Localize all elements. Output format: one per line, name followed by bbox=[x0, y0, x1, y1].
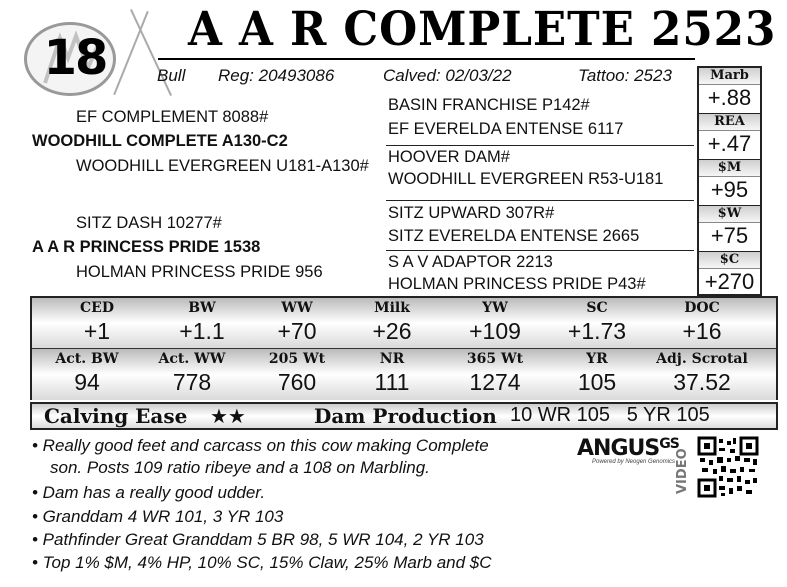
calved-date: Calved: 02/03/22 bbox=[383, 66, 512, 85]
animal-name: A A R COMPLETE 2523 bbox=[188, 2, 777, 57]
qr-code-icon[interactable] bbox=[697, 436, 759, 498]
epd-rea bbox=[699, 114, 760, 160]
epd-label: DOC bbox=[684, 300, 720, 316]
side-epd-column bbox=[697, 66, 762, 296]
note-line: • Really good feet and carcass on this cow making Complete bbox=[32, 436, 489, 455]
epd-label: WW bbox=[281, 300, 313, 316]
pedigree-great-grandparent: HOLMAN PRINCESS PRIDE P43# bbox=[388, 275, 646, 293]
epd-label: BW bbox=[188, 300, 216, 316]
epd-value: +75 bbox=[710, 223, 749, 248]
angus-gs-suffix: GS bbox=[659, 436, 679, 452]
pedigree-dam: A A R PRINCESS PRIDE 1538 bbox=[32, 238, 261, 256]
pedigree-sire: WOODHILL COMPLETE A130-C2 bbox=[32, 132, 288, 150]
registration-number: Reg: 20493086 bbox=[218, 66, 335, 85]
epd-milk bbox=[342, 298, 442, 344]
tattoo: Tattoo: 2523 bbox=[578, 66, 672, 85]
actual-bw bbox=[37, 349, 137, 395]
actual-value: 760 bbox=[277, 369, 317, 395]
video-label bbox=[672, 440, 692, 496]
angus-gs-logo bbox=[577, 436, 679, 461]
actual-365-wt bbox=[440, 349, 550, 395]
pedigree-divider bbox=[386, 250, 694, 251]
epd-row bbox=[32, 298, 776, 349]
video-text: VIDEO bbox=[675, 448, 690, 494]
epd-label: Marb bbox=[699, 68, 760, 85]
actual-label: Adj. Scrotal bbox=[656, 351, 748, 367]
calving-ease-label: Calving Ease bbox=[44, 404, 188, 428]
epd-marb bbox=[699, 68, 760, 114]
actual-value: 111 bbox=[374, 369, 410, 395]
epd-dollar-m bbox=[699, 160, 760, 206]
dam-production-label: Dam Production bbox=[314, 404, 497, 428]
epd-label: YW bbox=[482, 300, 508, 316]
actual-value: 1274 bbox=[469, 369, 521, 395]
epd-doc bbox=[647, 298, 757, 344]
epd-grid bbox=[30, 296, 778, 400]
pedigree-sire-sire: EF COMPLEMENT 8088# bbox=[76, 108, 269, 126]
title-divider bbox=[158, 58, 695, 60]
epd-yw bbox=[440, 298, 550, 344]
epd-label: SC bbox=[586, 300, 608, 316]
actual-label: 205 Wt bbox=[268, 351, 326, 367]
epd-value: +270 bbox=[704, 269, 755, 294]
pedigree-great-grandparent: HOOVER DAM# bbox=[388, 148, 510, 166]
actual-label: Act. BW bbox=[55, 351, 119, 367]
pedigree-great-grandparent: SITZ UPWARD 307R# bbox=[388, 204, 555, 222]
epd-value: +26 bbox=[372, 318, 412, 344]
lot-number: 18 bbox=[43, 30, 107, 86]
epd-label: Milk bbox=[374, 300, 410, 316]
actual-label: YR bbox=[586, 351, 608, 367]
actual-value: 94 bbox=[74, 369, 100, 395]
actual-ww bbox=[142, 349, 242, 395]
note-line: • Top 1% $M, 4% HP, 10% SC, 15% Claw, 25% Marb and $C bbox=[32, 553, 492, 572]
pedigree-great-grandparent: WOODHILL EVERGREEN R53-U181 bbox=[388, 170, 664, 188]
actual-nr bbox=[342, 349, 442, 395]
logo-stroke bbox=[113, 11, 149, 95]
epd-value: +.47 bbox=[707, 131, 752, 156]
actual-value: 105 bbox=[577, 369, 617, 395]
note-line: son. Posts 109 ratio ribeye and a 108 on Marbling. bbox=[50, 458, 430, 477]
pedigree-divider bbox=[386, 200, 694, 201]
epd-value: +1 bbox=[83, 318, 111, 344]
epd-ced bbox=[52, 298, 142, 344]
pedigree-great-grandparent: EF EVERELDA ENTENSE 6117 bbox=[388, 120, 624, 138]
epd-value: +1.1 bbox=[179, 318, 225, 344]
epd-value: +.88 bbox=[707, 85, 752, 110]
epd-dollar-c bbox=[699, 252, 760, 294]
epd-label: $C bbox=[699, 252, 760, 269]
epd-label: $W bbox=[699, 206, 760, 223]
note-line: • Granddam 4 WR 101, 3 YR 103 bbox=[32, 507, 284, 526]
note-line: • Pathfinder Great Granddam 5 BR 98, 5 WR 104, 2 YR 103 bbox=[32, 530, 484, 549]
actual-label: 365 Wt bbox=[466, 351, 524, 367]
epd-value: +95 bbox=[710, 177, 749, 202]
pedigree-great-grandparent: SITZ EVERELDA ENTENSE 2665 bbox=[388, 227, 640, 245]
actual-yr bbox=[542, 349, 652, 395]
epd-value: +1.73 bbox=[567, 318, 627, 344]
epd-ww bbox=[247, 298, 347, 344]
actual-205-wt bbox=[247, 349, 347, 395]
epd-value: +109 bbox=[469, 318, 521, 344]
pedigree-sire-dam: WOODHILL EVERGREEN U181-A130# bbox=[76, 157, 369, 175]
actual-row bbox=[32, 349, 776, 400]
actual-label: Act. WW bbox=[158, 351, 226, 367]
note-line: • Dam has a really good udder. bbox=[32, 483, 266, 502]
sex-label: Bull bbox=[157, 66, 186, 85]
epd-label: CED bbox=[80, 300, 114, 316]
pedigree-dam-sire: SITZ DASH 10277# bbox=[76, 214, 222, 232]
calving-ease-stars: ★★ bbox=[210, 406, 246, 428]
actual-label: NR bbox=[379, 351, 405, 367]
actual-value: 37.52 bbox=[673, 369, 731, 395]
epd-value: +70 bbox=[277, 318, 317, 344]
actual-value: 778 bbox=[172, 369, 212, 395]
pedigree-dam-dam: HOLMAN PRINCESS PRIDE 956 bbox=[76, 263, 323, 281]
epd-label: $M bbox=[699, 160, 760, 177]
dam-production-value: 10 WR 105 5 YR 105 bbox=[510, 404, 710, 426]
angus-gs-tagline: Powered by Neogen Genomics bbox=[592, 459, 676, 465]
epd-bw bbox=[152, 298, 252, 344]
actual-adj-scrotal bbox=[637, 349, 767, 395]
angus-gs-text: ANGUS bbox=[577, 436, 660, 461]
pedigree-great-grandparent: BASIN FRANCHISE P142# bbox=[388, 96, 590, 114]
epd-label: REA bbox=[699, 114, 760, 131]
epd-value: +16 bbox=[682, 318, 722, 344]
epd-dollar-w bbox=[699, 206, 760, 252]
epd-sc bbox=[542, 298, 652, 344]
pedigree-divider bbox=[386, 145, 694, 146]
calving-ease-bar bbox=[30, 402, 778, 430]
pedigree-great-grandparent: S A V ADAPTOR 2213 bbox=[388, 253, 553, 271]
